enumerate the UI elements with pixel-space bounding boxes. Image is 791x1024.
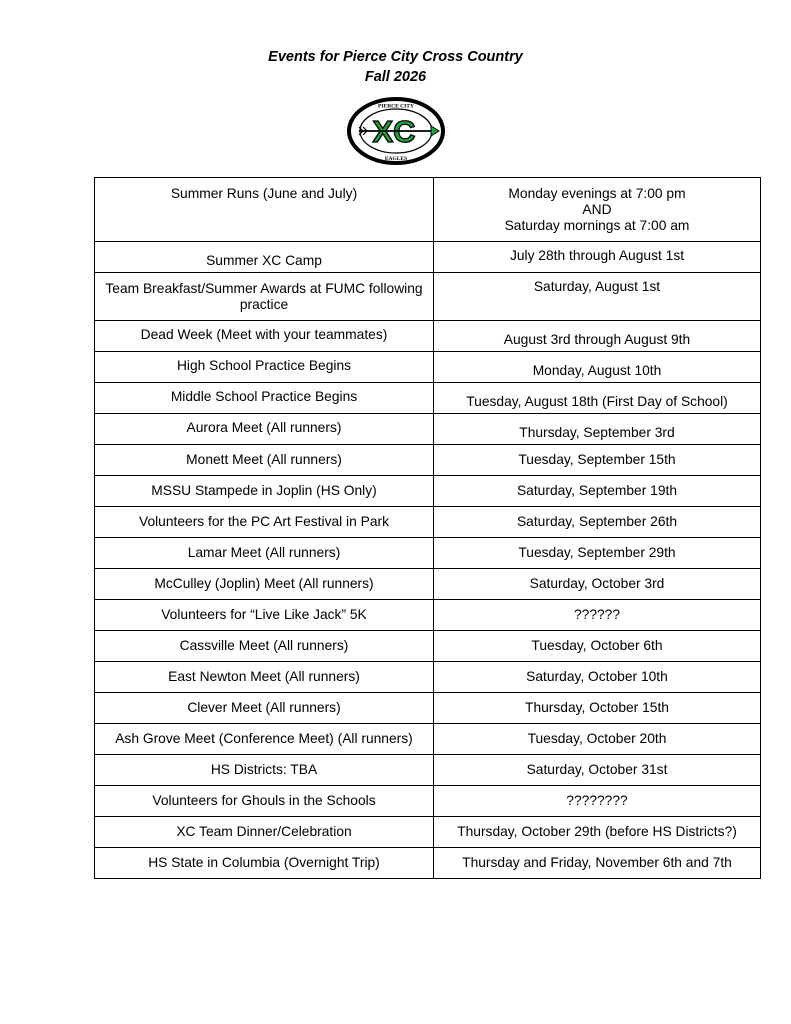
table-row	[95, 693, 761, 724]
pierce-city-xc-logo	[347, 97, 445, 165]
event-cell: Volunteers for “Live Like Jack” 5K	[95, 600, 434, 631]
event-cell: Ash Grove Meet (Conference Meet) (All runners)	[95, 724, 434, 755]
table-row	[95, 178, 761, 242]
date-cell: Saturday, August 1st	[434, 273, 761, 321]
date-cell: Thursday, October 29th (before HS Districts?)	[434, 817, 761, 848]
table-row	[95, 755, 761, 786]
event-cell: XC Team Dinner/Celebration	[95, 817, 434, 848]
table-row	[95, 476, 761, 507]
table-row	[95, 507, 761, 538]
date-cell: Tuesday, August 18th (First Day of School)	[434, 383, 761, 414]
date-cell: Thursday and Friday, November 6th and 7th	[434, 848, 761, 879]
date-cell: Thursday, October 15th	[434, 693, 761, 724]
date-cell: ????????	[434, 786, 761, 817]
event-cell: Lamar Meet (All runners)	[95, 538, 434, 569]
date-cell: ??????	[434, 600, 761, 631]
logo-bottom-text: EAGLES	[384, 156, 408, 162]
date-cell: Tuesday, September 29th	[434, 538, 761, 569]
date-cell: Tuesday, October 6th	[434, 631, 761, 662]
logo-top-text: PIERCE CITY	[378, 103, 414, 110]
date-cell: July 28th through August 1st	[434, 242, 761, 273]
date-line: Saturday mornings at 7:00 am	[504, 218, 690, 233]
date-cell: Saturday, October 10th	[434, 662, 761, 693]
table-row	[95, 445, 761, 476]
event-cell: High School Practice Begins	[95, 352, 434, 383]
date-line: Monday evenings at 7:00 pm	[508, 186, 686, 201]
event-cell: Volunteers for the PC Art Festival in Park	[95, 507, 434, 538]
event-cell: Cassville Meet (All runners)	[95, 631, 434, 662]
table-row	[95, 786, 761, 817]
date-cell: Tuesday, September 15th	[434, 445, 761, 476]
event-cell: MSSU Stampede in Joplin (HS Only)	[95, 476, 434, 507]
table-row	[95, 817, 761, 848]
event-cell: Volunteers for Ghouls in the Schools	[95, 786, 434, 817]
table-row	[95, 383, 761, 414]
event-cell: HS State in Columbia (Overnight Trip)	[95, 848, 434, 879]
date-cell: Saturday, September 19th	[434, 476, 761, 507]
event-cell: Aurora Meet (All runners)	[95, 414, 434, 445]
page-title: Events for Pierce City Cross Country	[268, 49, 523, 65]
date-cell: Monday, August 10th	[434, 352, 761, 383]
table-row	[95, 662, 761, 693]
table-row	[95, 273, 761, 321]
table-row	[95, 631, 761, 662]
event-cell: East Newton Meet (All runners)	[95, 662, 434, 693]
date-cell	[434, 178, 761, 242]
event-cell: Summer Runs (June and July)	[95, 178, 434, 242]
event-cell: Clever Meet (All runners)	[95, 693, 434, 724]
event-cell: McCulley (Joplin) Meet (All runners)	[95, 569, 434, 600]
table-row	[95, 569, 761, 600]
event-cell: Middle School Practice Begins	[95, 383, 434, 414]
event-cell: Summer XC Camp	[95, 242, 434, 273]
event-cell: Dead Week (Meet with your teammates)	[95, 321, 434, 352]
page-subtitle: Fall 2026	[364, 69, 427, 85]
table-row	[95, 242, 761, 273]
logo-main-text: XC	[372, 114, 416, 149]
table-row	[95, 724, 761, 755]
date-cell: Tuesday, October 20th	[434, 724, 761, 755]
date-line: AND	[582, 202, 612, 217]
table-row	[95, 352, 761, 383]
table-row	[95, 538, 761, 569]
table-row	[95, 848, 761, 879]
table-row	[95, 321, 761, 352]
events-table	[94, 177, 761, 879]
date-cell: Saturday, September 26th	[434, 507, 761, 538]
event-cell: Team Breakfast/Summer Awards at FUMC following practice	[95, 273, 434, 321]
table-row	[95, 600, 761, 631]
date-cell: Saturday, October 31st	[434, 755, 761, 786]
date-cell: Thursday, September 3rd	[434, 414, 761, 445]
event-cell: HS Districts: TBA	[95, 755, 434, 786]
date-cell: Saturday, October 3rd	[434, 569, 761, 600]
date-cell: August 3rd through August 9th	[434, 321, 761, 352]
event-cell: Monett Meet (All runners)	[95, 445, 434, 476]
table-row	[95, 414, 761, 445]
